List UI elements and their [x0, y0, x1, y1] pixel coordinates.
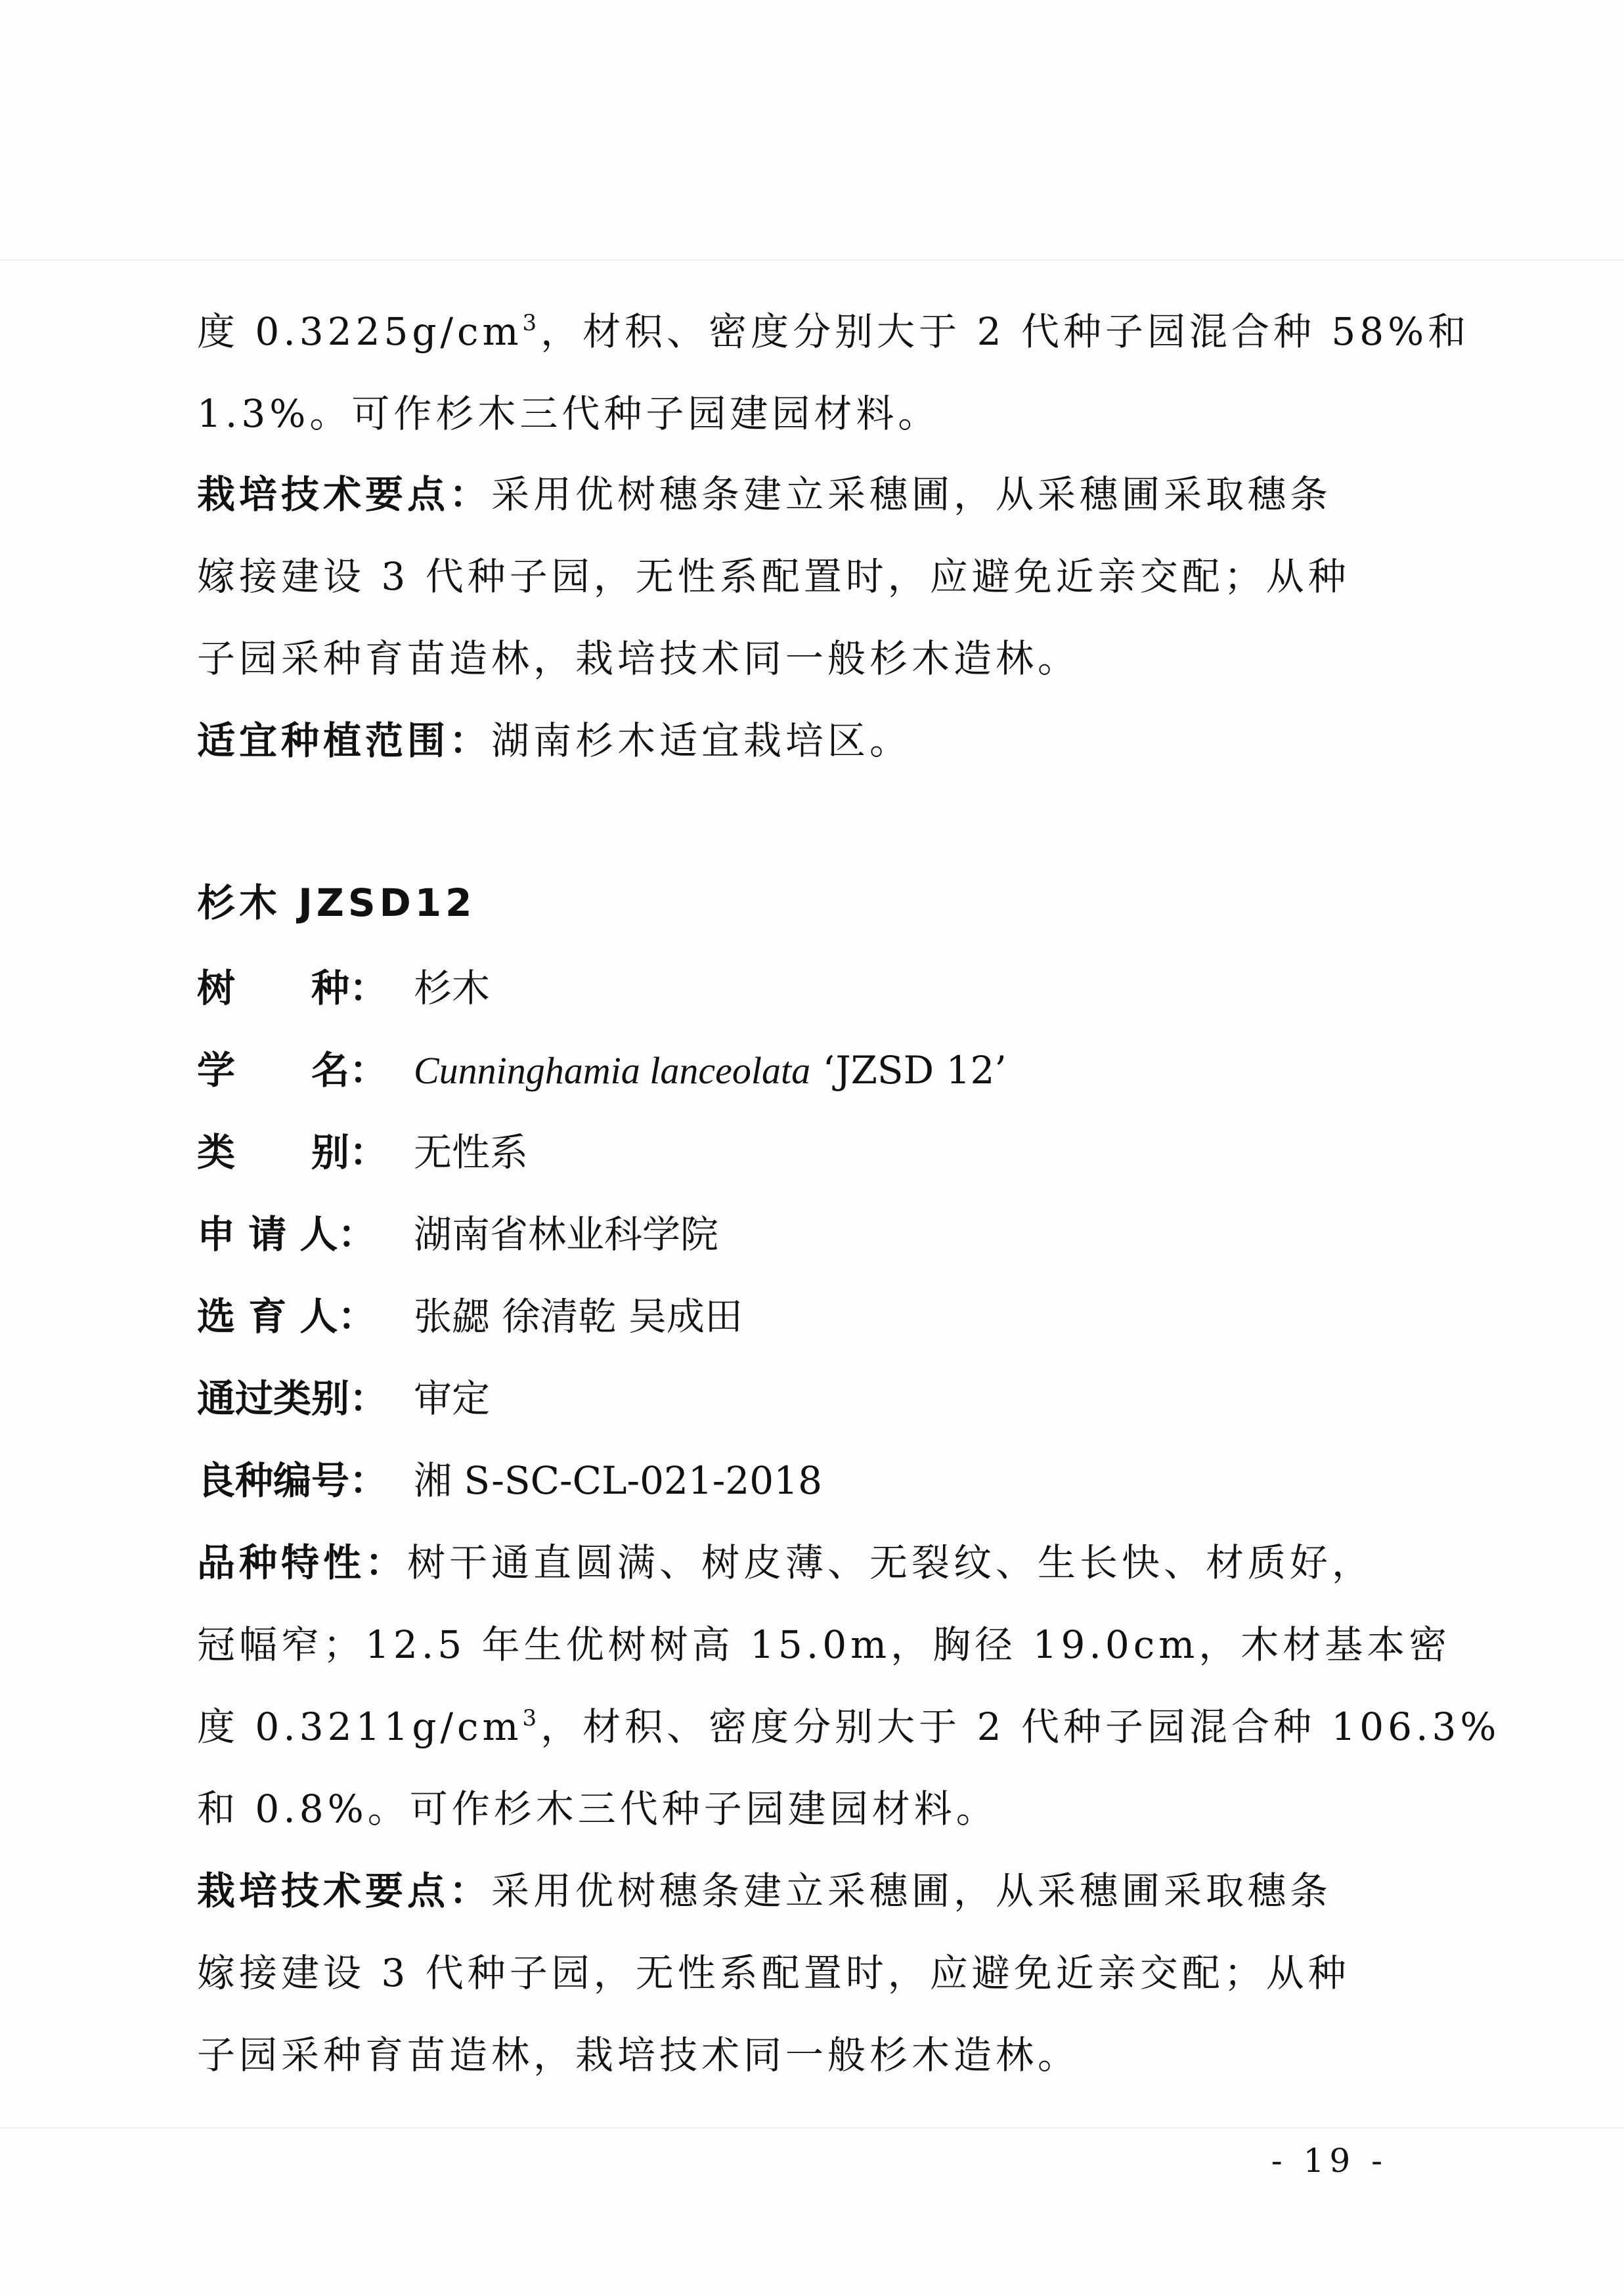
field-value: 无性系 [414, 1130, 529, 1175]
cultivation-text: 采用优树穗条建立采穗圃，从采穗圃采取穗条 [491, 472, 1332, 517]
field-value: 湖南省林业科学院 [414, 1212, 719, 1257]
cultivation-label: 栽培技术要点： [197, 472, 492, 517]
prev-traits-text: ，材积、密度分别大于 2 代种子园混合种 58%和 [540, 309, 1470, 354]
prev-traits-text: 度 0.3225g/cm [197, 309, 523, 354]
prev-cultivation-line-1 [197, 471, 1332, 517]
field-value: 湘 S-SC-CL-021-2018 [414, 1458, 822, 1503]
footer-divider [0, 2127, 1624, 2129]
traits-text: ，材积、密度分别大于 2 代种子园混合种 106.3% [540, 1704, 1501, 1749]
prev-traits-line-1 [197, 309, 1470, 355]
entry-title: 杉木 JZSD12 [197, 880, 476, 925]
traits-text: 树干通直圆满、树皮薄、无裂纹、生长快、材质好， [407, 1540, 1374, 1585]
field-label: 树 种： [197, 966, 388, 1010]
cultivation-line-1 [197, 1868, 1332, 1914]
traits-line-3 [197, 1704, 1501, 1750]
field-label: 类 别： [197, 1130, 388, 1175]
field-value: 审定 [414, 1376, 491, 1421]
field-applicant [197, 1211, 718, 1257]
range-label: 适宜种植范围： [197, 718, 492, 763]
field-species [197, 965, 490, 1011]
traits-label: 品种特性： [197, 1540, 408, 1585]
prev-cultivation-line-2: 嫁接建设 3 代种子园，无性系配置时，应避免近亲交配；从种 [197, 554, 1350, 599]
field-variety-code [197, 1458, 822, 1504]
field-category [197, 1129, 528, 1175]
field-label: 学 名： [197, 1048, 388, 1093]
prev-range-line [197, 718, 911, 764]
cultivation-label: 栽培技术要点： [197, 1869, 492, 1913]
cultivation-line-3: 子园采种育苗造林，栽培技术同一般杉木造林。 [197, 2033, 1080, 2077]
field-approval-type [197, 1375, 490, 1421]
field-value: 杉木 [414, 966, 491, 1010]
field-label: 通过类别： [197, 1376, 388, 1421]
field-value: 张勰 徐清乾 吴成田 [414, 1294, 743, 1339]
superscript: 3 [522, 1705, 541, 1731]
traits-line-2: 冠幅窄；12.5 年生优树树高 15.0m，胸径 19.0cm，木材基本密 [197, 1622, 1451, 1667]
superscript: 3 [522, 310, 541, 336]
range-value: 湖南杉木适宜栽培区。 [491, 718, 912, 763]
cultivation-line-2: 嫁接建设 3 代种子园，无性系配置时，应避免近亲交配；从种 [197, 1951, 1350, 1995]
traits-text: 度 0.3211g/cm [197, 1704, 523, 1749]
traits-line-4: 和 0.8%。可作杉木三代种子园建园材料。 [197, 1787, 998, 1831]
page-number: - 19 - [1271, 2142, 1388, 2180]
scientific-name: Cunninghamia lanceolata [414, 1049, 811, 1092]
traits-line-1 [197, 1540, 1374, 1586]
field-label: 选 育 人： [197, 1294, 376, 1339]
scan-artifact-line [0, 259, 1624, 261]
field-label: 良种编号： [197, 1458, 388, 1503]
field-label: 申 请 人： [197, 1212, 376, 1257]
field-scientific-name [197, 1047, 1007, 1094]
prev-traits-line-2: 1.3%。可作杉木三代种子园建园材料。 [197, 391, 940, 436]
cultivar-name: ‘JZSD 12’ [810, 1048, 1007, 1093]
field-breeder [197, 1293, 743, 1339]
cultivation-text: 采用优树穗条建立采穗圃，从采穗圃采取穗条 [491, 1869, 1332, 1913]
prev-cultivation-line-3: 子园采种育苗造林，栽培技术同一般杉木造林。 [197, 636, 1080, 681]
